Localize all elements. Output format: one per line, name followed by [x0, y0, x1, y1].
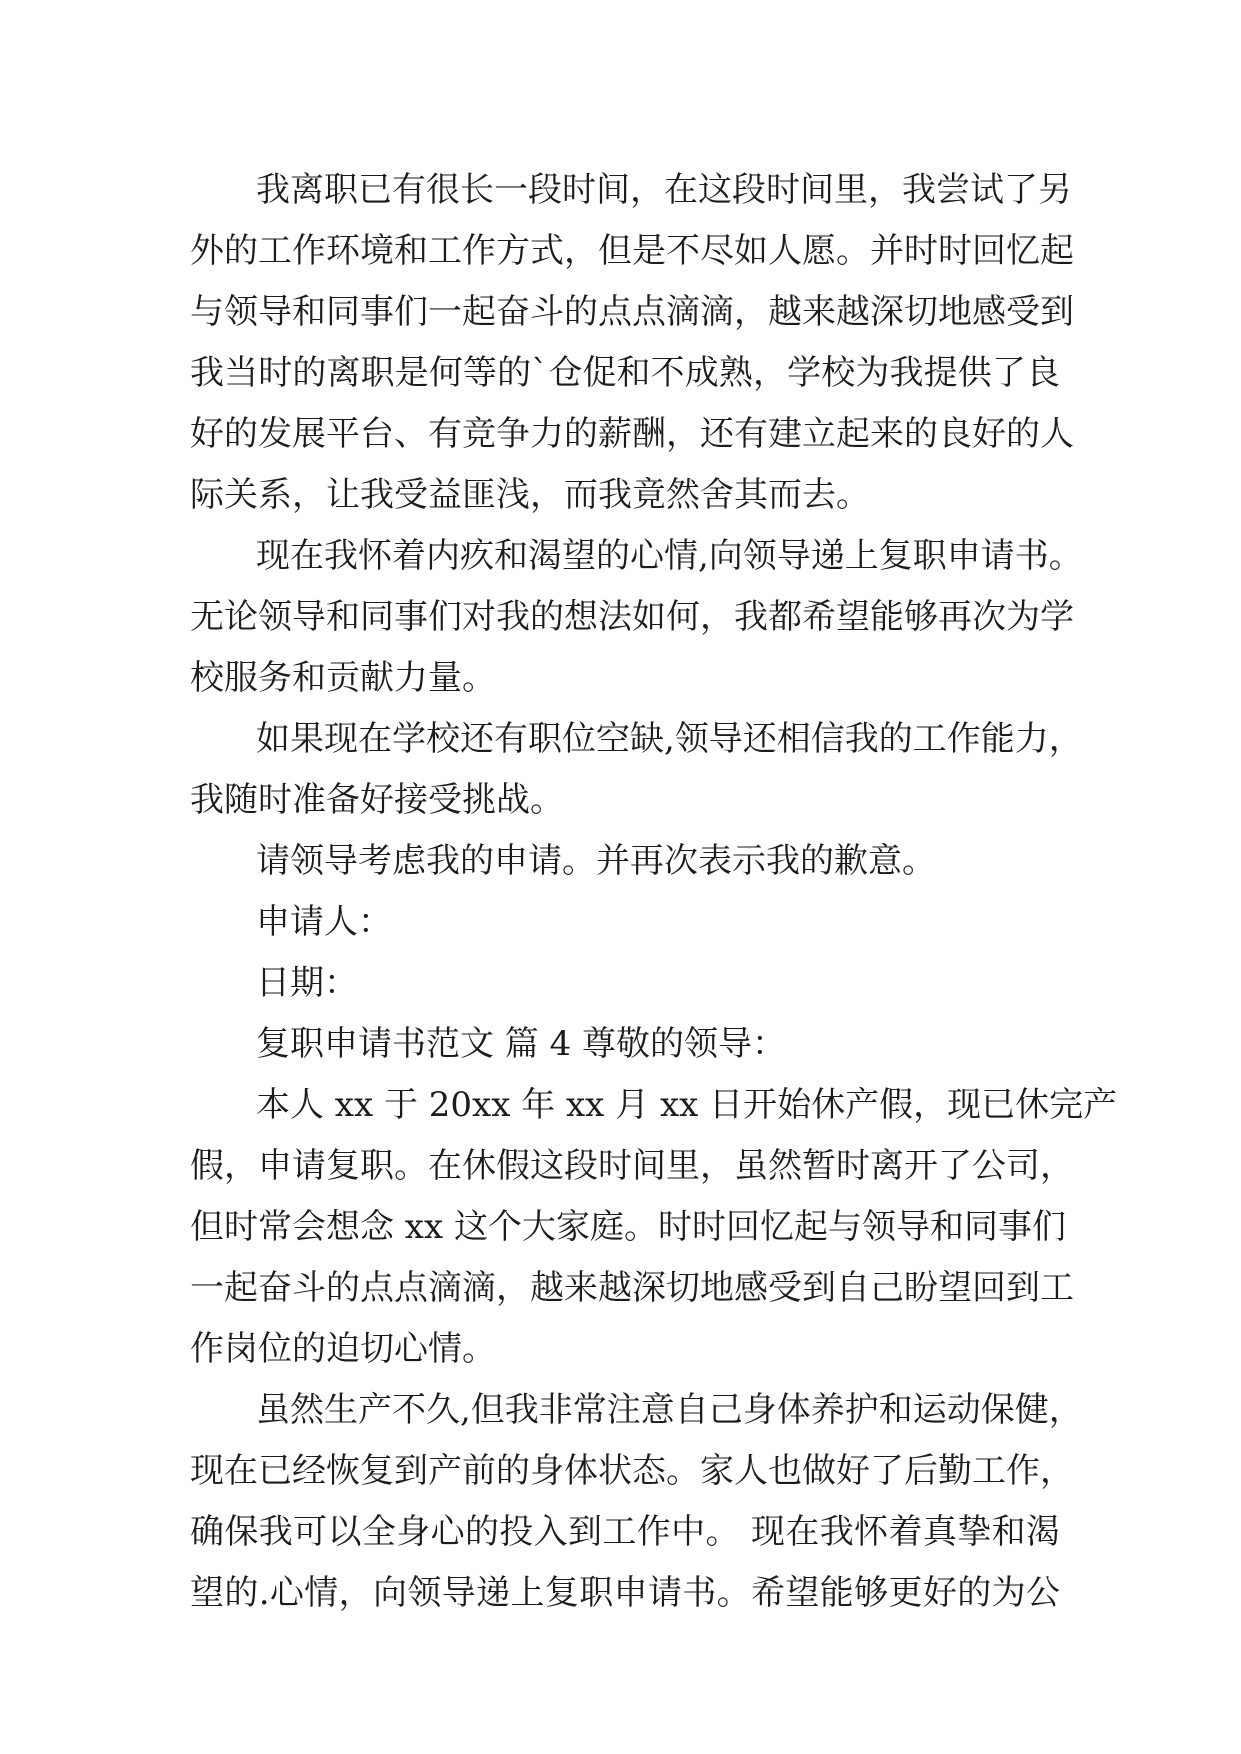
paragraph-line: 际关系，让我受益匪浅，而我竟然舍其而去。 [190, 475, 870, 515]
paragraph-line: 无论领导和同事们对我的想法如何，我都希望能够再次为学 [190, 597, 1074, 637]
paragraph-line: 望的.心情，向领导递上复职申请书。希望能够更好的为公 [190, 1573, 1060, 1613]
paragraph-line: 本人 xx 于 20xx 年 xx 月 xx 日开始休产假，现已休完产 [256, 1085, 1118, 1125]
paragraph-line: 假，申请复职。在休假这段时间里，虽然暂时离开了公司， [190, 1146, 1074, 1186]
paragraph-line: 如果现在学校还有职位空缺,领导还相信我的工作能力， [256, 719, 1083, 759]
document-body [190, 160, 1118, 1624]
paragraph-line: 外的工作环境和工作方式，但是不尽如人愿。并时时回忆起 [190, 231, 1074, 271]
date-label: 日期： [256, 963, 358, 1003]
paragraph-line: 但时常会想念 xx 这个大家庭。时时回忆起与领导和同事们 [190, 1207, 1066, 1247]
section-heading: 复职申请书范文 篇 4 尊敬的领导： [256, 1024, 787, 1064]
paragraph-line: 请领导考虑我的申请。并再次表示我的歉意。 [256, 841, 936, 881]
paragraph-line: 与领导和同事们一起奋斗的点点滴滴，越来越深切地感受到 [190, 292, 1074, 332]
paragraph-line: 我离职已有很长一段时间，在这段时间里，我尝试了另 [256, 170, 1072, 210]
paragraph-line: 我当时的离职是何等的`仓促和不成熟，学校为我提供了良 [190, 353, 1060, 393]
paragraph-line: 虽然生产不久,但我非常注意自己身体养护和运动保健， [256, 1390, 1083, 1430]
paragraph-line: 一起奋斗的点点滴滴，越来越深切地感受到自己盼望回到工 [190, 1268, 1074, 1308]
applicant-label: 申请人： [256, 902, 392, 942]
paragraph-line: 校服务和贡献力量。 [190, 658, 496, 698]
paragraph-line: 好的发展平台、有竞争力的薪酬，还有建立起来的良好的人 [190, 414, 1074, 454]
paragraph-line: 作岗位的迫切心情。 [190, 1329, 496, 1369]
paragraph-line: 现在我怀着内疚和渴望的心情,向领导递上复职申请书。 [256, 536, 1083, 576]
paragraph-line: 确保我可以全身心的投入到工作中。 现在我怀着真挚和渴 [190, 1512, 1060, 1552]
paragraph-line: 我随时准备好接受挑战。 [190, 780, 564, 820]
paragraph-line: 现在已经恢复到产前的身体状态。家人也做好了后勤工作， [190, 1451, 1074, 1491]
